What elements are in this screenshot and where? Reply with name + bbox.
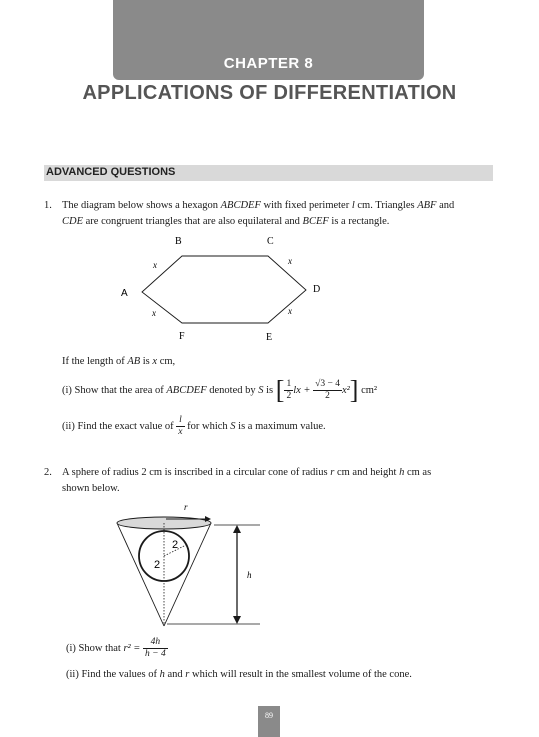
q2-part-i-text: r² = <box>123 643 141 654</box>
q1-given-text: AB <box>127 356 141 367</box>
q1-part-i-text: ABCDEF <box>166 385 207 396</box>
q1-part-ii-text: for which <box>184 421 231 432</box>
page-number: 89 <box>258 706 280 737</box>
q1-given-text: If the length of <box>62 356 128 367</box>
q2-part-ii-text: r <box>185 669 190 680</box>
fraction-numerator: 4h <box>143 637 168 649</box>
q1-text: ABCDEF <box>220 200 261 211</box>
q1-part-i-text: is <box>263 385 276 396</box>
q1-given <box>62 354 175 370</box>
q1-text: BCEF <box>302 216 329 227</box>
q2-text: A sphere of radius 2 cm is inscribed in a circular cone of radius <box>62 467 331 478</box>
vertex-label-a: A <box>121 288 128 299</box>
side-label-x: x <box>152 308 156 318</box>
q1-part-i-text: S <box>258 385 264 396</box>
fraction-denominator: 2 <box>286 391 292 402</box>
q1-part-ii-text: S <box>230 421 236 432</box>
fraction-numerator: √3 − 4 <box>315 379 340 390</box>
fraction <box>313 379 342 402</box>
hexagon-shape <box>142 256 306 323</box>
q2-part-ii-text: h <box>159 669 165 680</box>
q1-text: ABF <box>417 200 437 211</box>
vertex-label-e: E <box>266 332 273 343</box>
fraction-denominator: 2 <box>325 391 330 402</box>
q1-text: The diagram below shows a hexagon <box>62 200 221 211</box>
question-2-number: 2. <box>44 467 52 478</box>
bracket-close: ] <box>349 375 359 405</box>
q1-part-ii <box>62 412 326 442</box>
q1-given-text: cm, <box>157 356 176 367</box>
q1-text: with fixed perimeter <box>260 200 352 211</box>
q2-part-ii-text: and <box>164 669 186 680</box>
q2-part-ii <box>66 667 412 683</box>
q1-text: is a rectangle. <box>328 216 390 227</box>
side-label-x: x <box>288 306 292 316</box>
q2-text: cm as <box>404 467 432 478</box>
chapter-label: CHAPTER 8 <box>223 55 314 72</box>
vertex-label-d: D <box>313 284 321 295</box>
arrowhead <box>233 525 241 533</box>
q1-part-i <box>62 376 377 406</box>
q1-text: cm. Triangles <box>354 200 418 211</box>
question-2 <box>44 465 504 497</box>
vertex-label-f: F <box>179 331 185 342</box>
side-label-x: x <box>288 256 292 266</box>
q2-part-i-text: (i) Show that <box>66 643 124 654</box>
q2-text: cm and height <box>334 467 400 478</box>
question-1 <box>44 198 496 230</box>
q1-text: and <box>436 200 455 211</box>
label-2: 2 <box>154 559 161 571</box>
fraction-denominator: h − 4 <box>145 649 166 660</box>
section-label: ADVANCED QUESTIONS <box>46 166 176 178</box>
question-2-text <box>62 465 504 497</box>
fraction-numerator: 1 <box>286 379 292 390</box>
vertex-label-b: B <box>175 236 182 247</box>
bracket-open: [ <box>275 375 285 405</box>
fraction-denominator: x <box>178 427 183 438</box>
q2-text: h <box>399 467 405 478</box>
question-1-number: 1. <box>44 200 52 211</box>
q1-text: l <box>351 200 355 211</box>
hexagon-diagram <box>110 228 340 348</box>
fraction <box>176 415 184 438</box>
fraction-numerator: l <box>176 415 184 427</box>
q1-text: are congruent triangles that are also equilateral and <box>83 216 303 227</box>
label-r: r <box>184 502 188 512</box>
cone-diagram <box>110 498 270 633</box>
q1-part-i-text: denoted by <box>206 385 259 396</box>
q1-part-ii-text: is a maximum value. <box>235 421 326 432</box>
vertex-label-c: C <box>267 236 274 247</box>
q1-part-i-text: lx + <box>293 385 311 396</box>
q2-text: shown below. <box>62 483 120 494</box>
q1-part-i-text: (i) Show that the area of <box>62 385 167 396</box>
q2-text: r <box>330 467 335 478</box>
fraction <box>284 379 293 402</box>
q1-part-i-text: x² <box>341 385 350 396</box>
arrowhead <box>233 616 241 624</box>
fraction <box>143 637 168 660</box>
cone-side-left <box>117 523 164 626</box>
side-label-x: x <box>153 260 157 270</box>
label-h: h <box>247 570 252 580</box>
q1-text: CDE <box>62 216 83 227</box>
q1-given-text: is <box>140 356 153 367</box>
question-1-text <box>62 198 496 230</box>
q2-part-i <box>66 634 168 664</box>
q1-part-i-unit: cm² <box>361 385 378 396</box>
chapter-title: APPLICATIONS OF DIFFERENTIATION <box>82 82 457 104</box>
q2-part-ii-text: (ii) Find the values of <box>66 669 160 680</box>
q1-given-text: x <box>152 356 158 367</box>
q1-part-ii-text: (ii) Find the exact value of <box>62 421 177 432</box>
label-2: 2 <box>172 539 179 551</box>
q2-part-ii-text: which will result in the smallest volume of the cone. <box>189 669 412 680</box>
